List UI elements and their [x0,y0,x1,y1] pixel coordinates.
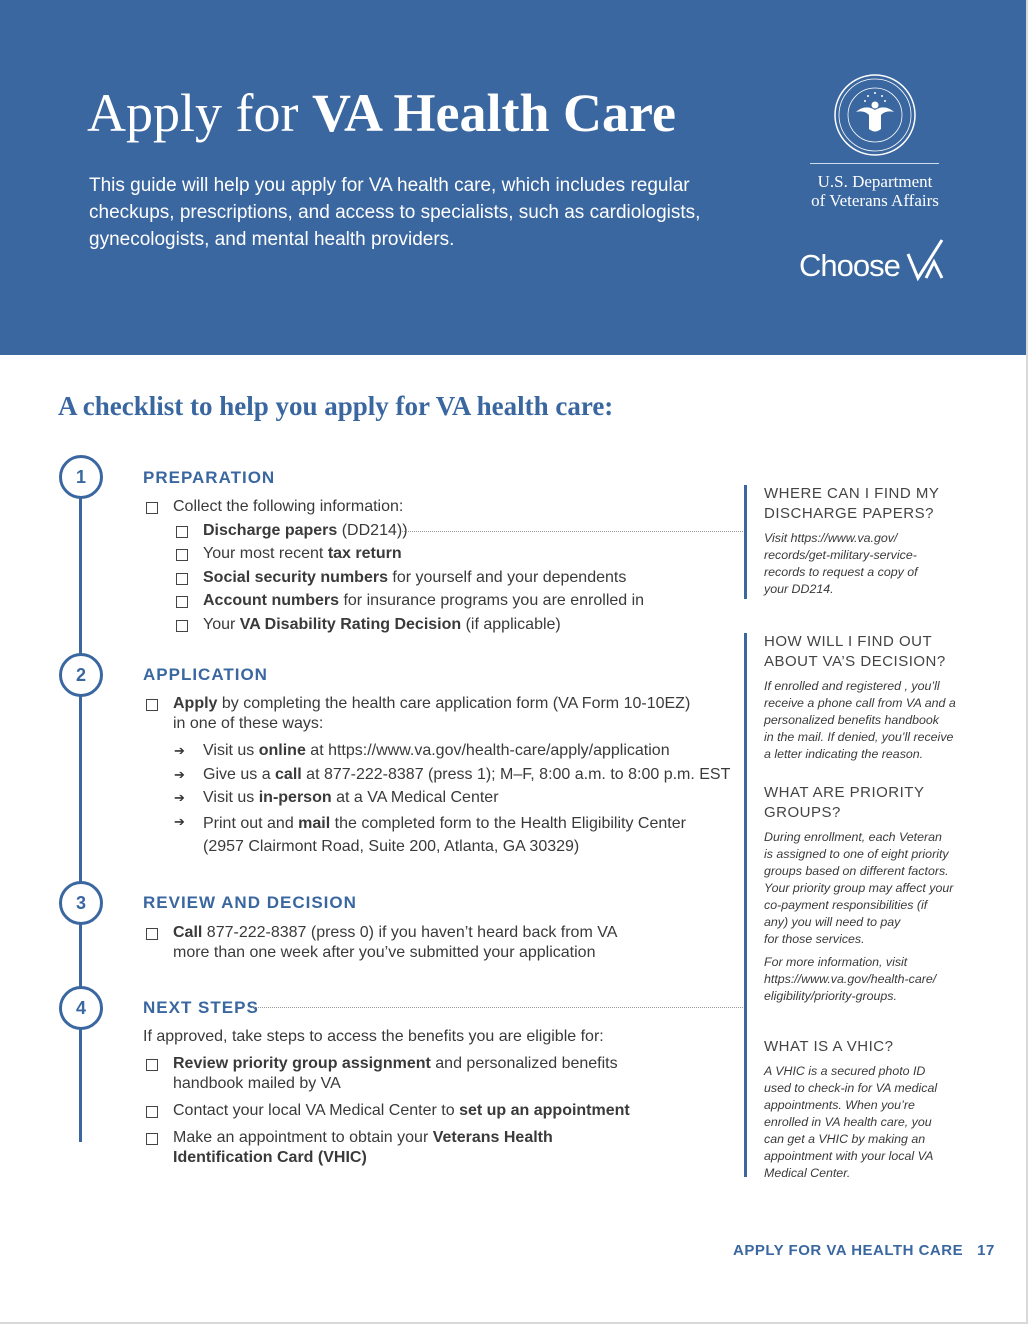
checkbox[interactable] [176,526,188,538]
checkbox[interactable] [146,928,158,940]
sidebar-text-priority-groups: During enrollment, each Veteran is assigned to one of eight priority groups based on different factors. Your priority group may affect your co-payment responsibilities (if any) you will need to pay for those services. [764,830,954,946]
section-heading-review-decision: REVIEW AND DECISION [143,893,357,912]
department-name: U.S. Department of Veterans Affairs [811,172,939,210]
application-method: Print out and mail the completed form to the Health Eligibility Center (2957 Clairmont Road, Suite 200, Atlanta, GA 30329) [203,815,686,855]
checkbox[interactable] [146,1059,158,1071]
checklist-subitem: Account numbers for insurance programs you are enrolled in [203,592,645,609]
step-number-4: 4 [59,986,103,1030]
arrow-right-icon: ➔ [174,814,185,829]
sidebar-text-discharge-papers: Visit https://www.va.gov/ records/get-military-service- records to request a copy of your DD214. [764,531,918,596]
arrow-right-icon: ➔ [174,767,185,782]
sidebar-text-priority-more-info: For more information, visit https://www.va.gov/health-care/ eligibility/priority-groups. [764,955,937,1003]
checkbox[interactable] [176,549,188,561]
section-heading-application: APPLICATION [143,665,268,684]
step-number-3: 3 [59,881,103,925]
checkbox[interactable] [176,596,188,608]
timeline-line [79,490,82,1142]
section-heading-next-steps: NEXT STEPS [143,998,259,1017]
step-number-2: 2 [59,653,103,697]
checkbox[interactable] [176,573,188,585]
section-heading-preparation: PREPARATION [143,468,276,487]
sidebar-heading-discharge-papers: WHERE CAN I FIND MY DISCHARGE PAPERS? [764,485,940,522]
checklist-item: Contact your local VA Medical Center to set up an appointment [173,1102,630,1119]
sidebar-heading-priority-groups: WHAT ARE PRIORITY GROUPS? [764,784,925,821]
checkbox[interactable] [146,502,158,514]
step-number-1: 1 [59,455,103,499]
va-seal-logo [834,74,916,156]
header-banner [0,0,1026,355]
application-method: Give us a call at 877-222-8387 (press 1); M–F, 8:00 a.m. to 8:00 p.m. EST [203,766,731,783]
checklist-item: Review priority group assignment and personalized benefits handbook mailed by VA [173,1055,618,1092]
arrow-right-icon: ➔ [174,743,185,758]
page-number: 17 [977,1242,995,1259]
page-title: Apply for VA Health Care [87,83,676,143]
dotted-leader [402,531,745,532]
sidebar-heading-va-decision: HOW WILL I FIND OUT ABOUT VA’S DECISION? [764,633,946,670]
sidebar-text-vhic: A VHIC is a secured photo ID used to check-in for VA medical appointments. When you’re enrolled in VA health care, you can get a VHIC by making an appointment with your local VA Medical Center. [764,1064,938,1180]
page-footer: APPLY FOR VA HEALTH CARE 17 [733,1242,995,1259]
department-divider [810,163,939,164]
arrow-right-icon: ➔ [174,790,185,805]
va-checkmark-icon [906,238,946,282]
checklist-item: Collect the following information: [173,498,404,515]
checklist-subitem: Your VA Disability Rating Decision (if applicable) [203,616,561,633]
checkbox[interactable] [176,620,188,632]
sidebar-heading-vhic: WHAT IS A VHIC? [764,1038,894,1055]
checklist-item: Call 877-222-8387 (press 0) if you haven’t heard back from VA more than one week after you’ve submitted your application [173,924,618,961]
intro-text: This guide will help you apply for VA health care, which includes regular checkups, prescriptions, and access to specialists, such as cardiologists, gynecologists, and mental health providers. [89,175,701,250]
checklist-subitem: Social security numbers for yourself and your dependents [203,569,627,586]
next-steps-lead: If approved, take steps to access the benefits you are eligible for: [143,1028,604,1045]
application-method: Visit us in-person at a VA Medical Center [203,789,499,806]
sidebar-rule [744,633,747,1177]
sidebar-text-va-decision: If enrolled and registered , you’ll receive a phone call from VA and a personalized benefits handbook in the mail. If denied, you’ll receive a letter indicating the reason. [764,679,956,761]
application-method: Visit us online at https://www.va.gov/health-care/apply/application [203,742,670,759]
checklist-heading: A checklist to help you apply for VA health care: [58,391,614,421]
checkbox[interactable] [146,1133,158,1145]
checkbox[interactable] [146,1106,158,1118]
dotted-leader [252,1007,745,1008]
checklist-item: Apply by completing the health care application form (VA Form 10-10EZ) in one of these ways: [173,695,691,732]
checklist-subitem: Discharge papers (DD214)) [203,522,408,539]
checklist-item: Make an appointment to obtain your Veterans Health Identification Card (VHIC) [173,1129,553,1166]
choose-va-logo: Choose [799,248,1028,284]
checkbox[interactable] [146,699,158,711]
sidebar-rule [744,485,747,599]
checklist-subitem: Your most recent tax return [203,545,402,562]
